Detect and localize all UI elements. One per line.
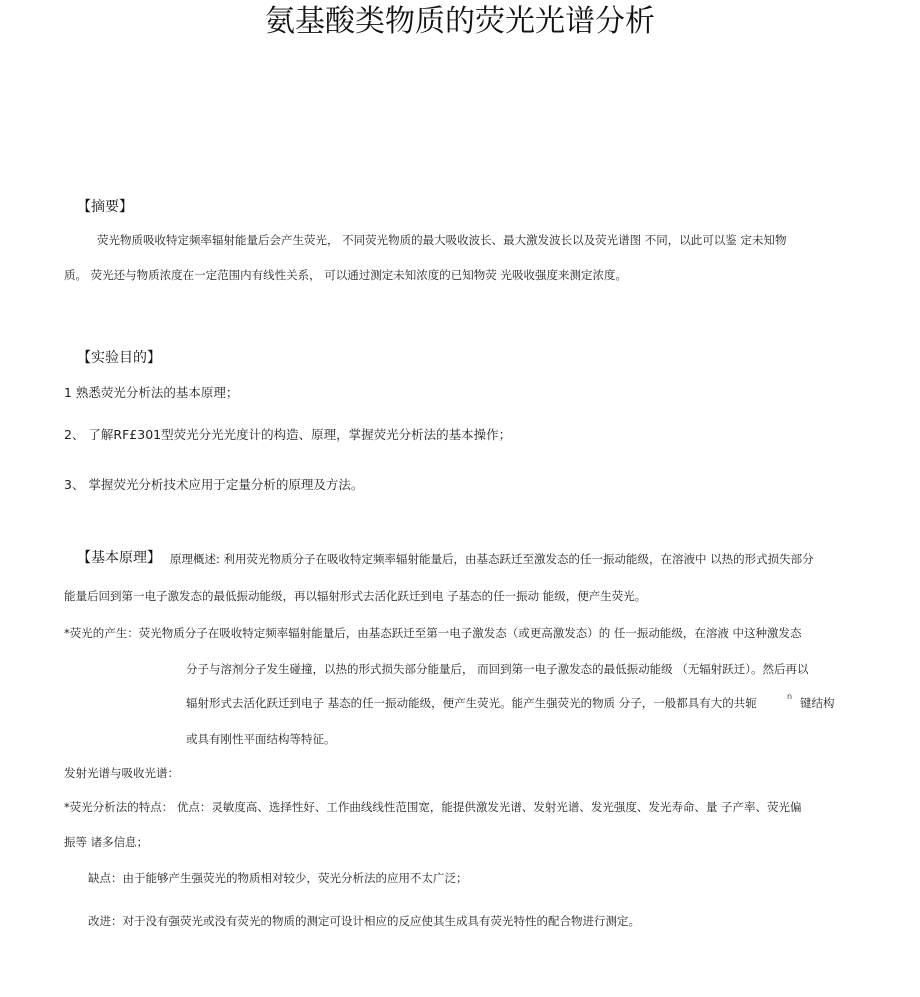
abstract-line-1: 荧光物质吸收特定频率辐射能量后会产生荧光， 不同荧光物质的最大吸收波长、最大激发波长以及荧光谱图 不同，以此可以鉴 定未知物 <box>97 233 787 247</box>
purpose-item-1: 1 熟悉荧光分析法的基本原理； <box>64 385 239 400</box>
abstract-line-2: 质。 荧光还与物质浓度在一定范围内有线性关系， 可以通过测定未知浓度的已知物荧 光吸收强度来测定浓度。 <box>64 268 627 282</box>
generation-pi-superscript: n <box>787 692 793 701</box>
drawback-line: 缺点：由于能够产生强荧光的物质相对较少，荧光分析法的应用不太广泛； <box>88 871 468 885</box>
generation-line-2: 分子与溶剂分子发生碰撞，以热的形式损失部分能量后， 而回到第一电子激发态的最低振动能级 （无辐射跃迁）。然后再以 <box>186 662 809 676</box>
purpose-item-2: 2、 了解RF£301型荧光分光光度计的构造、原理，掌握荧光分析法的基本操作； <box>64 427 512 442</box>
abstract-heading: 【摘要】 <box>77 199 133 215</box>
features-line-1: *荧光分析法的特点： 优点：灵敏度高、选择性好、工作曲线线性范围宽，能提供激发光谱、发射光谱、发光强度、发光寿命、量 子产率、荧光偏 <box>64 800 802 814</box>
spectra-label: 发射光谱与吸收光谱： <box>64 766 179 780</box>
principle-line-1: 原理概述: 利用荧光物质分子在吸收特定频率辐射能量后，由基态跃迁至激发态的任一振动能级，在溶液中 以热的形式损失部分 <box>170 552 814 566</box>
improvement-line: 改进：对于没有强荧光或没有荧光的物质的测定可设计相应的反应使其生成具有荧光特性的配合物进行测定。 <box>88 914 640 928</box>
principle-heading: 【基本原理】 <box>77 550 161 566</box>
purpose-item-3: 3、 掌握荧光分析技术应用于定量分析的原理及方法。 <box>64 477 364 492</box>
generation-line-1: *荧光的产生：荧光物质分子在吸收特定频率辐射能量后，由基态跃迁至第一电子激发态（或更高激发态）的 任一振动能级，在溶液 中这种激发态 <box>64 626 802 640</box>
purpose-heading: 【实验目的】 <box>77 350 161 366</box>
principle-line-2: 能量后回到第一电子激发态的最低振动能级，再以辐射形式去活化跃迁到电 子基态的任一振动 能级，便产生荧光。 <box>64 589 647 603</box>
document-title: 氨基酸类物质的荧光光谱分析 <box>265 4 655 39</box>
generation-line-3-end: 键结构 <box>800 696 835 710</box>
features-line-2: 振等 诸多信息； <box>64 835 149 849</box>
generation-line-4: 或具有刚性平面结构等特征。 <box>186 732 336 746</box>
generation-line-3: 辐射形式去活化跃迁到电子 基态的任一振动能级，便产生荧光。能产生强荧光的物质 分子，一般都具有大的共轭 <box>186 696 757 710</box>
